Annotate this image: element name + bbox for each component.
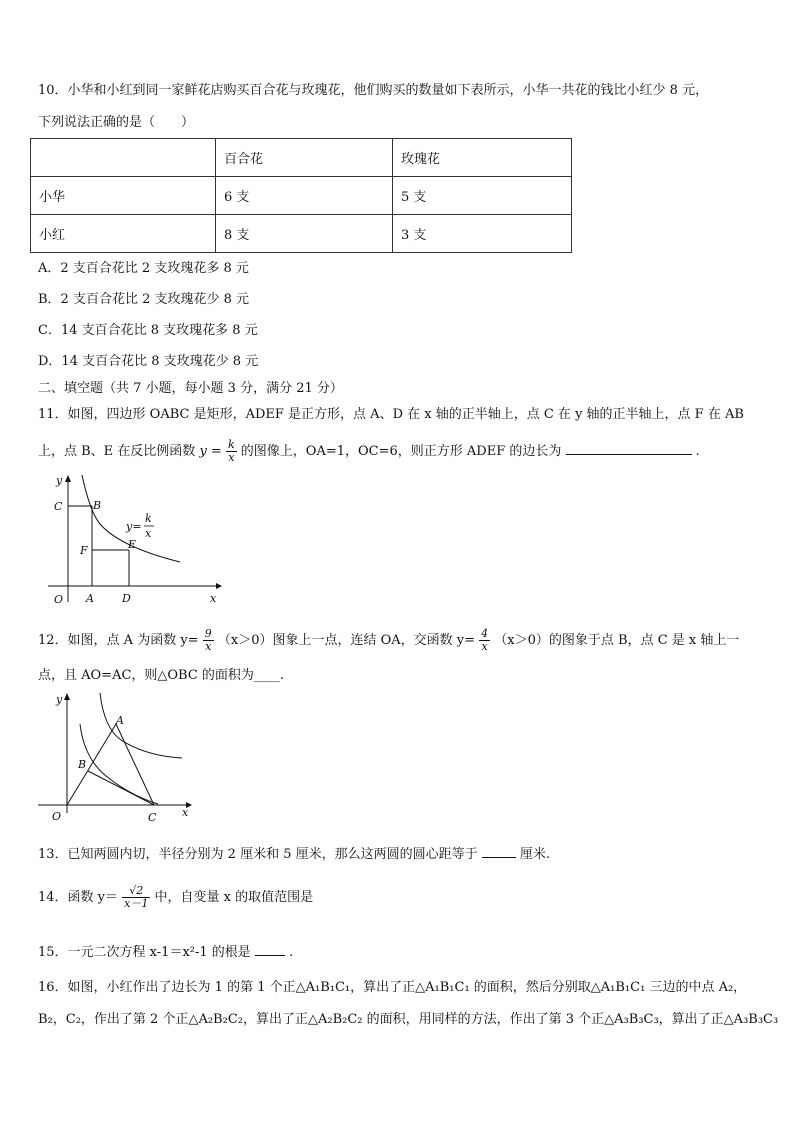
q13-answer-blank[interactable] [482, 843, 516, 858]
q14-fraction [122, 885, 150, 910]
table-cell: 6 支 [216, 177, 393, 215]
table-cell: 3 支 [393, 215, 572, 253]
section-heading: 二、填空题（共 7 小题，每小题 3 分，满分 21 分） [38, 381, 343, 396]
curve-denominator: x [145, 527, 152, 540]
label-e: E [128, 538, 137, 551]
fraction-numerator: 4 [481, 627, 489, 640]
q10-option-a: A．2 支百合花比 2 支玫瑰花多 8 元 [38, 261, 249, 276]
q15-line [38, 941, 293, 963]
fraction-denominator: x [205, 640, 212, 653]
q11-line2 [38, 437, 700, 467]
q10-option-c: C．14 支百合花比 8 支玫瑰花多 8 元 [38, 323, 258, 338]
q11-figure [40, 472, 230, 612]
q16-line1: 16．如图，小红作出了边长为 1 的第 1 个正△A₁B₁C₁，算出了正△A₁B₁C₁ 的面积，然后分别取△A₁B₁C₁ 三边的中点 A₂， [38, 980, 747, 995]
label-a: A [116, 714, 124, 727]
q11-line1: 11．如图，四边形 OABC 是矩形，ADEF 是正方形，点 A、D 在 x 轴的正半轴上，点 C 在 y 轴的正半轴上，点 F 在 AB [38, 407, 744, 422]
q14-line [38, 881, 313, 915]
segment-oa [67, 724, 116, 805]
q12-text-c: （x＞0）的图象于点 B，点 C 是 x 轴上一 [494, 633, 740, 648]
q11-text-a: 上，点 B、E 在反比例函数 [38, 444, 196, 459]
q12-text-a: 12．如图，点 A 为函数 y= [38, 633, 199, 648]
label-d: D [122, 592, 131, 605]
curve-9-over-x [100, 693, 182, 758]
table-cell [31, 139, 216, 177]
q10-option-d: D．14 支百合花比 8 支玫瑰花少 8 元 [38, 354, 259, 369]
fraction-denominator: x [481, 640, 488, 653]
label-x: x [182, 806, 189, 819]
label-c: C [148, 811, 157, 824]
fraction-denominator: x [228, 451, 235, 464]
q11-fraction [226, 439, 237, 464]
q12-line1 [38, 626, 739, 656]
q12-line2: 点，且 AO=AC，则△OBC 的面积为____. [38, 668, 285, 683]
label-b: B [93, 499, 102, 512]
label-a: A [86, 592, 94, 605]
q11-text-c: . [695, 444, 700, 459]
label-x: x [210, 592, 217, 605]
table-cell: 5 支 [393, 177, 572, 215]
q12-fraction-1 [203, 628, 214, 653]
q12-figure [36, 688, 206, 828]
q12-text-b: （x＞0）图象上一点，连结 OA，交函数 y= [217, 633, 476, 648]
label-c: C [54, 500, 63, 513]
table-row [31, 139, 572, 177]
fraction-numerator: √2 [122, 885, 150, 898]
fraction-numerator: 9 [204, 627, 212, 640]
q12-fraction-2 [479, 628, 490, 653]
table-cell: 小华 [31, 177, 216, 215]
q10-option-b: B．2 支百合花比 2 支玫瑰花少 8 元 [38, 292, 250, 307]
fraction-denominator: x－1 [124, 897, 149, 910]
curve-label: y= [126, 520, 142, 533]
table-cell: 小红 [31, 215, 216, 253]
label-o: O [54, 593, 64, 606]
segment-ac [116, 724, 154, 805]
q10-line1: 10．小华和小红到同一家鲜花店购买百合花与玫瑰花，他们购买的数量如下表所示，小华一共花的钱比小红少 8 元， [38, 83, 709, 98]
q10-line2: 下列说法正确的是（ ） [38, 115, 195, 130]
label-y: y [56, 474, 63, 487]
q13-line [38, 843, 550, 865]
q11-answer-blank[interactable] [566, 440, 692, 455]
q10-table [30, 138, 572, 253]
fraction-numerator: k [227, 438, 235, 451]
table-cell: 8 支 [216, 215, 393, 253]
label-o: O [52, 810, 62, 823]
arrow-icon [216, 583, 222, 589]
label-f: F [80, 544, 88, 557]
q15-text-a: 15．一元二次方程 x-1＝x²-1 的根是 [38, 945, 251, 960]
arrow-icon [64, 693, 70, 700]
q11-y-eq: y = [199, 444, 222, 459]
label-y: y [56, 693, 63, 706]
q14-text-a: 14．函数 y＝ [38, 890, 119, 905]
q15-answer-blank[interactable] [255, 941, 285, 956]
arrow-icon [65, 475, 71, 482]
curve-numerator: k [145, 512, 152, 525]
table-row [31, 177, 572, 215]
segment-bc [88, 771, 154, 805]
q14-text-b: 中，自变量 x 的取值范围是 [154, 890, 314, 905]
table-row [31, 215, 572, 253]
q16-line2: B₂，C₂，作出了第 2 个正△A₂B₂C₂，算出了正△A₂B₂C₂ 的面积，用同样的方法，作出了第 3 个正△A₃B₃C₃，算出了正△A₃B₃C₃ [38, 1012, 779, 1027]
q11-text-b: 的图像上，OA=1，OC=6，则正方形 ADEF 的边长为 [240, 444, 562, 459]
table-cell: 玫瑰花 [393, 139, 572, 177]
q13-text-a: 13．已知两圆内切，半径分别为 2 厘米和 5 厘米，那么这两圆的圆心距等于 [38, 847, 478, 862]
q15-text-b: . [289, 945, 294, 960]
q13-text-b: 厘米. [519, 847, 551, 862]
table-cell: 百合花 [216, 139, 393, 177]
label-b: B [78, 758, 87, 771]
